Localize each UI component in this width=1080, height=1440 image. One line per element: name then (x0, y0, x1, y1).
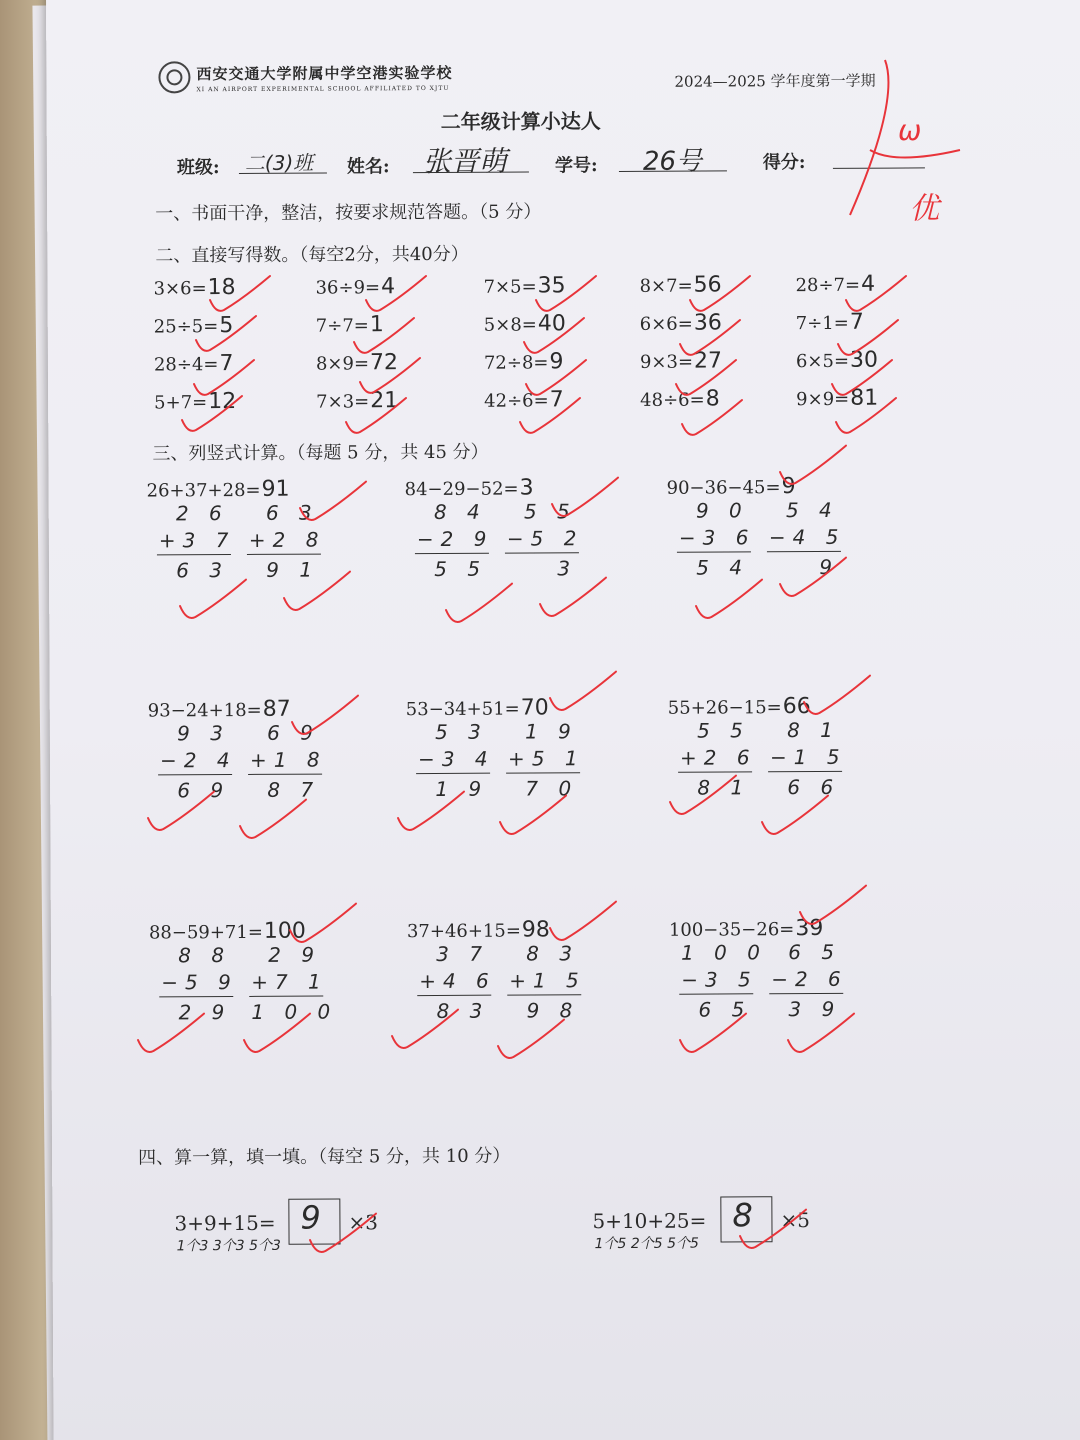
section-1-heading: 一、书面干净，整洁，按要求规范答题。（5 分） (155, 201, 542, 225)
vertical-line: 2 9 (178, 1000, 232, 1025)
problem-answer: 100 (263, 918, 306, 944)
working-note: 1个3 3个3 5个3 (176, 1237, 281, 1255)
page-title: 二年级计算小达人 (440, 109, 601, 134)
vertical-line: 1 0 0 (251, 999, 338, 1024)
oral-question: 8×9= (315, 353, 370, 375)
oral-item (484, 349, 564, 374)
oral-question: 72÷8= (483, 352, 549, 374)
vertical-line: 9 3 (177, 721, 230, 746)
vertical-line: 6 3 (176, 558, 230, 583)
oral-item (154, 351, 234, 376)
name-value: 张晋萌 (422, 144, 507, 179)
box-answer: 8 (732, 1196, 753, 1235)
vertical-line: +3 7 (158, 528, 236, 553)
problem-question: 55+26−15= (667, 697, 782, 719)
oral-answer: 72 (369, 350, 399, 376)
vertical-line: 9 1 (266, 557, 320, 582)
problem-question: 84−29−52= (404, 478, 519, 501)
oral-item (316, 388, 398, 413)
oral-item (640, 348, 722, 373)
vertical-line: 1 0 0 (680, 940, 767, 965)
vertical-bar (506, 772, 580, 773)
vertical-problem (407, 917, 550, 943)
oral-question: 5×8= (483, 314, 537, 336)
vertical-bar (416, 773, 490, 774)
oral-answer: 7 (849, 309, 864, 335)
vertical-line: −2 6 (771, 966, 848, 992)
vertical-line: 8 4 (433, 499, 487, 524)
vertical-line: −3 4 (417, 746, 495, 772)
score-value-mark: ω (898, 114, 922, 147)
oral-question: 7÷7= (315, 315, 369, 337)
oral-answer: 81 (850, 385, 879, 411)
oral-item (640, 386, 720, 411)
oral-question: 7×5= (483, 276, 537, 298)
vertical-bar (679, 993, 753, 994)
vertical-problem (147, 477, 290, 503)
vertical-bar (677, 551, 751, 552)
problem-question: 90−36−45= (666, 477, 781, 499)
vertical-line: 6 5 (788, 939, 842, 965)
oral-item (484, 387, 564, 412)
vertical-line: +7 1 (251, 969, 328, 994)
vertical-bar (249, 996, 323, 997)
vertical-line: 3 7 (436, 941, 490, 966)
oral-item (795, 272, 875, 297)
vertical-problem (405, 475, 534, 501)
vertical-line: +2 6 (679, 745, 757, 770)
vertical-line: 1 9 (525, 719, 578, 744)
vertical-line: 5 4 (785, 497, 839, 523)
vertical-line: 8 1 (697, 775, 751, 800)
problem-question: 93−24+18= (147, 699, 262, 722)
vertical-bar (248, 774, 322, 775)
school-logo-icon (158, 61, 190, 93)
vertical-line: −2 4 (159, 748, 237, 773)
vertical-bar (159, 996, 233, 997)
problem-answer: 91 (261, 476, 290, 502)
oral-answer: 18 (207, 275, 236, 301)
term-label: 2024—2025 学年度第一学期 (674, 71, 876, 91)
vertical-problem (406, 695, 549, 721)
name-label: 姓名: (346, 156, 390, 178)
multiplier: ×3 (348, 1210, 378, 1235)
vertical-problem (148, 697, 291, 723)
oral-item (484, 311, 566, 336)
fill-question: 3+9+15= (174, 1210, 276, 1236)
oral-answer: 36 (693, 310, 722, 336)
vertical-line: −5 2 (506, 526, 584, 551)
vertical-line: 9 (819, 554, 840, 579)
vertical-line: 2 6 (175, 501, 229, 526)
vertical-line: 8 7 (267, 777, 321, 802)
oral-question: 9×9= (796, 388, 850, 411)
section-2-heading: 二、直接写得数。（每空2分，共40分） (155, 243, 469, 267)
vertical-line: −3 6 (678, 525, 756, 550)
vertical-line: 8 3 (526, 941, 580, 966)
oral-item (796, 310, 864, 335)
vertical-line: 5 5 (523, 499, 577, 524)
oral-question: 6×5= (795, 350, 850, 373)
vertical-line: 8 8 (178, 943, 232, 968)
oral-answer: 21 (370, 388, 399, 414)
grade-mark: 优 (909, 191, 940, 227)
oral-item (315, 274, 395, 299)
vertical-line: 5 5 (697, 718, 750, 743)
score-label: 得分: (762, 152, 806, 174)
oral-answer: 56 (693, 272, 722, 298)
vertical-line: 6 9 (267, 720, 320, 745)
vertical-bar (507, 994, 581, 995)
vertical-bar (769, 993, 843, 994)
vertical-line: 3 9 (788, 996, 842, 1022)
oral-question: 25÷5= (153, 316, 219, 338)
oral-item (639, 272, 721, 297)
vertical-line: +2 8 (248, 527, 326, 552)
oral-item (796, 386, 878, 411)
vertical-bar (505, 552, 579, 553)
vertical-line: 2 9 (268, 942, 322, 967)
oral-answer: 30 (849, 347, 879, 373)
vertical-line: −1 5 (769, 744, 847, 770)
vertical-line: −3 5 (681, 967, 758, 992)
oral-answer: 1 (369, 312, 384, 338)
problem-answer: 3 (519, 475, 534, 501)
fill-question: 5+10+25= (592, 1208, 707, 1234)
vertical-problem (668, 694, 811, 720)
section-4-heading: 四、算一算，填一填。（每空 5 分，共 10 分） (138, 1145, 511, 1169)
vertical-line: +1 8 (249, 747, 327, 772)
id-label: 学号: (554, 155, 598, 177)
oral-answer: 4 (381, 274, 396, 300)
problem-question: 37+46+15= (406, 920, 521, 943)
vertical-line: 6 9 (177, 778, 231, 803)
oral-item (640, 310, 722, 335)
class-label: 班级: (176, 157, 220, 179)
vertical-bar (247, 554, 321, 555)
problem-question: 88−59+71= (148, 921, 263, 944)
vertical-line: +4 6 (419, 968, 496, 994)
vertical-problem (669, 916, 824, 942)
vertical-line: 5 3 (435, 719, 488, 744)
oral-answer: 7 (549, 387, 564, 413)
oral-item (316, 312, 384, 337)
oral-question: 28÷7= (795, 274, 861, 297)
oral-question: 8×7= (639, 275, 693, 297)
problem-question: 26+37+28= (146, 479, 261, 502)
oral-answer: 8 (705, 386, 720, 412)
problem-question: 53−34+51= (405, 698, 520, 721)
oral-question: 7×3= (316, 391, 370, 413)
multiplier: ×5 (780, 1208, 810, 1233)
working-note: 1个5 2个5 5个5 (594, 1235, 699, 1253)
oral-question: 7÷1= (795, 312, 849, 335)
oral-question: 42÷6= (484, 390, 549, 412)
vertical-line: 8 3 (436, 998, 490, 1023)
vertical-bar (767, 551, 841, 552)
problem-answer: 87 (262, 696, 291, 722)
vertical-line: 7 0 (525, 776, 579, 801)
oral-question: 5+7= (154, 392, 208, 414)
problem-answer: 70 (520, 695, 549, 721)
vertical-line: −2 9 (416, 526, 494, 552)
oral-question: 48÷6= (640, 389, 705, 411)
vertical-line: 3 (557, 556, 578, 581)
score-underline (833, 167, 925, 168)
problem-answer: 66 (782, 694, 811, 720)
oral-answer: 4 (861, 271, 876, 297)
vertical-line: −4 5 (768, 524, 846, 550)
oral-answer: 35 (537, 273, 566, 299)
problem-answer: 9 (781, 474, 796, 500)
class-value: 二(3)班 (244, 150, 314, 175)
oral-item (154, 389, 236, 414)
oral-answer: 27 (693, 348, 723, 374)
problem-answer: 98 (521, 917, 550, 943)
oral-item (483, 273, 565, 298)
vertical-line: 1 9 (435, 776, 489, 801)
vertical-bar (157, 554, 231, 555)
vertical-problem (149, 919, 306, 945)
id-value: 26号 (642, 146, 703, 177)
school-name: 西安交通大学附属中学空港实验学校 (196, 63, 453, 84)
oral-question: 3×6= (153, 278, 207, 300)
vertical-bar (415, 553, 489, 554)
vertical-bar (417, 995, 491, 996)
vertical-line: 6 3 (265, 500, 319, 525)
vertical-line: 9 8 (526, 998, 580, 1023)
box-answer: 9 (300, 1198, 321, 1237)
vertical-line: +1 5 (509, 968, 586, 993)
vertical-bar (768, 771, 842, 772)
vertical-line: 9 0 (695, 498, 749, 523)
vertical-line: 6 6 (787, 774, 841, 800)
oral-answer: 9 (549, 349, 564, 375)
vertical-line: 8 1 (786, 717, 840, 743)
vertical-line: 5 4 (696, 555, 750, 580)
vertical-bar (158, 774, 232, 775)
vertical-line: 6 5 (698, 997, 752, 1022)
school-name-en: XI AN AIRPORT EXPERIMENTAL SCHOOL AFFILIATED TO XJTU (196, 84, 450, 94)
problem-question: 100−35−26= (668, 919, 795, 941)
worksheet-paper (46, 0, 1080, 1440)
vertical-line: −5 9 (161, 970, 238, 995)
vertical-bar (678, 771, 752, 772)
oral-item (154, 313, 234, 338)
oral-item (153, 275, 235, 300)
vertical-problem (667, 474, 796, 500)
oral-answer: 5 (219, 313, 234, 339)
section-3-heading: 三、列竖式计算。（每题 5 分，共 45 分） (152, 441, 489, 465)
oral-question: 6×6= (639, 313, 693, 335)
oral-item (316, 350, 398, 375)
oral-answer: 7 (219, 351, 234, 377)
oral-item (796, 348, 878, 373)
oral-answer: 12 (208, 389, 237, 415)
vertical-line: +5 1 (507, 746, 585, 771)
oral-question: 28÷4= (153, 354, 219, 376)
vertical-line: 5 5 (434, 556, 488, 581)
oral-question: 9×3= (639, 351, 694, 373)
oral-answer: 40 (537, 311, 566, 337)
problem-answer: 39 (795, 915, 824, 942)
oral-question: 36÷9= (315, 277, 381, 299)
